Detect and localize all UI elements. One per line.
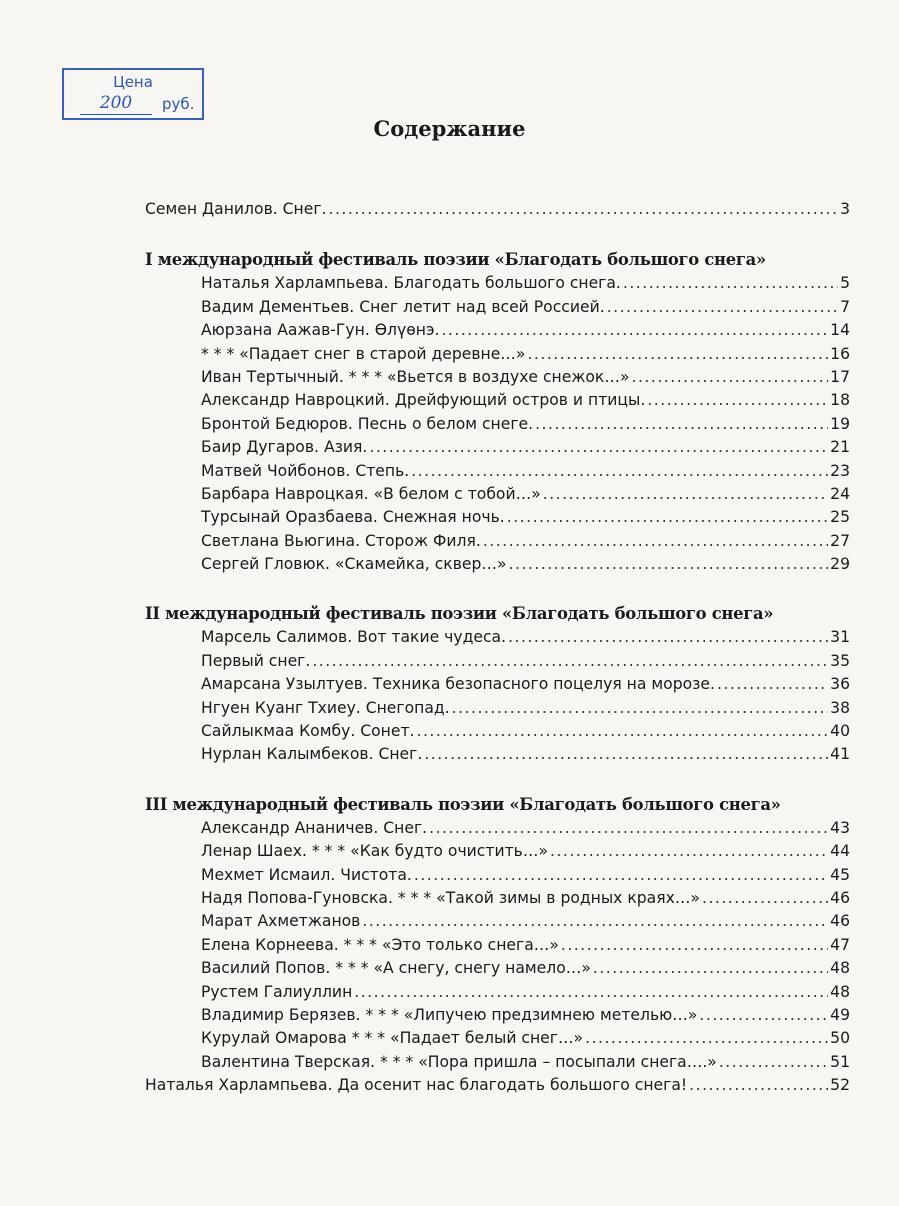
toc-entry-page: 25	[830, 508, 850, 527]
toc-entry-title: Вадим Дементьев. Снег летит над всей Россией.	[201, 297, 605, 316]
toc-entry-page: 36	[830, 675, 850, 694]
dot-leader	[550, 842, 828, 860]
toc-entry-page: 47	[830, 935, 850, 954]
toc-entry-title: Баир Дугаров. Азия.	[201, 438, 368, 457]
dot-leader	[509, 555, 829, 573]
toc-entry-title: Бронтой Бедюров. Песнь о белом снеге.	[201, 414, 534, 433]
toc-entry-page: 48	[830, 982, 850, 1001]
dot-leader	[452, 699, 829, 717]
toc-entry-page: 48	[830, 959, 850, 978]
dot-leader	[507, 508, 828, 526]
toc-entry-title: Марсель Салимов. Вот такие чудеса.	[201, 628, 507, 647]
dot-leader	[699, 1006, 828, 1024]
toc-entry-page: 40	[830, 722, 850, 741]
toc-entry	[145, 391, 850, 414]
dot-leader	[719, 1053, 828, 1071]
toc-entry-title: Светлана Вьюгина. Сторож Филя.	[201, 531, 481, 550]
dot-leader	[414, 866, 828, 884]
toc-entry	[145, 462, 850, 485]
dot-leader	[417, 722, 829, 740]
toc-entry	[145, 628, 850, 651]
toc-entry	[145, 415, 850, 438]
toc-entry-page: 41	[830, 745, 850, 764]
toc-entry-title: Иван Тертычный. * * * «Вьется в воздухе снежок…»	[201, 367, 630, 386]
section-heading: I международный фестиваль поэзии «Благодать большого снега»	[145, 250, 766, 270]
section-heading: II международный фестиваль поэзии «Благодать большого снега»	[145, 604, 774, 624]
toc-entry-title: Рустем Галиуллин	[201, 982, 353, 1001]
stamp-price: 200	[80, 92, 152, 115]
stamp-currency: руб.	[162, 95, 195, 113]
toc-entry-page: 18	[830, 391, 850, 410]
page-title: Содержание	[373, 116, 526, 141]
toc-entry-intro	[145, 200, 850, 223]
toc-entry-title: Ленар Шаех. * * * «Как будто очистить…»	[201, 842, 548, 861]
toc-entry-title: Марат Ахметжанов	[201, 912, 361, 931]
toc-entry-title: Александр Ананичев. Снег.	[201, 818, 428, 837]
toc-entry-page: 24	[830, 484, 850, 503]
toc-entry-title: Наталья Харлампьева. Да осенит нас благодать большого снега!	[145, 1076, 688, 1095]
toc-entry	[145, 842, 850, 865]
toc-entry-title: Валентина Тверская. * * * «Пора пришла – посыпали снега….»	[201, 1052, 717, 1071]
toc-entry	[145, 368, 850, 391]
dot-leader	[717, 675, 828, 693]
toc-entry-page: 17	[830, 367, 850, 386]
toc-sections	[145, 250, 850, 1076]
stamp-title: Цена	[113, 73, 153, 91]
toc-entry	[145, 912, 850, 935]
toc-entry-page: 29	[830, 555, 850, 574]
toc-entry-page: 50	[830, 1029, 850, 1048]
toc-entry-page: 45	[830, 865, 850, 884]
toc-entry-title: Барбара Навроцкая. «В белом с тобой…»	[201, 484, 541, 503]
toc-entry-page: 27	[830, 531, 850, 550]
dot-leader	[647, 391, 828, 409]
toc-entry	[145, 274, 850, 297]
dot-leader	[329, 200, 839, 218]
toc-entry-title: Семен Данилов. Снег.	[145, 200, 327, 218]
toc-entry	[145, 555, 850, 578]
toc-entry-page: 52	[830, 1076, 850, 1095]
toc-entry-title: Матвей Чойбонов. Степь.	[201, 461, 410, 480]
toc-entry-title: Владимир Берязев. * * * «Липучею предзимнею метелью…»	[201, 1005, 698, 1024]
toc-entry	[145, 298, 850, 321]
dot-leader	[702, 889, 828, 907]
dot-leader	[623, 274, 838, 292]
toc-entry	[145, 745, 850, 768]
dot-leader	[354, 983, 828, 1001]
toc-entry	[145, 889, 850, 912]
price-stamp	[62, 68, 204, 120]
toc-entry	[145, 1029, 850, 1052]
dot-leader	[527, 345, 828, 363]
toc-entry	[145, 983, 850, 1006]
toc-entry	[145, 866, 850, 889]
toc-entry	[145, 508, 850, 531]
dot-leader	[585, 1029, 828, 1047]
toc-entry-title: Аюрзана Аажав-Гун. Өлүөнэ.	[201, 321, 440, 340]
toc-entry-title: Сергей Гловюк. «Скамейка, сквер…»	[201, 555, 507, 574]
toc-entry-page: 43	[830, 818, 850, 837]
toc-entry-title: Мехмет Исмаил. Чистота.	[201, 865, 412, 884]
toc-entry-page: 44	[830, 842, 850, 861]
toc-entry-page: 49	[830, 1005, 850, 1024]
toc-entry-page: 51	[830, 1052, 850, 1071]
toc-entry-title: Александр Навроцкий. Дрейфующий остров и птицы.	[201, 391, 646, 410]
toc-entry-page: 5	[840, 274, 850, 293]
toc-entry	[145, 652, 850, 675]
toc-entry-page: 19	[830, 414, 850, 433]
dot-leader	[535, 415, 828, 433]
section-heading: III международный фестиваль поэзии «Благодать большого снега»	[145, 794, 781, 814]
toc-entry-page: 21	[830, 438, 850, 457]
dot-leader	[689, 1076, 828, 1094]
toc-entry-title: Надя Попова-Гуновска. * * * «Такой зимы в родных краях…»	[201, 888, 700, 907]
toc-entry-page: 14	[830, 321, 850, 340]
toc-entry	[145, 675, 850, 698]
toc-entry	[145, 438, 850, 461]
toc-entry-page: 23	[830, 461, 850, 480]
toc-entry-title: Турсынай Оразбаева. Снежная ночь.	[201, 508, 505, 527]
toc-entry	[145, 699, 850, 722]
toc-entry	[145, 722, 850, 745]
toc-entry-page: 7	[840, 297, 850, 316]
toc-entry	[145, 485, 850, 508]
table-of-contents	[145, 200, 850, 1100]
dot-leader	[411, 462, 828, 480]
dot-leader	[607, 298, 838, 316]
toc-entry-title: Курулай Омарова * * * «Падает белый снег…»	[201, 1029, 584, 1048]
toc-entry	[145, 1006, 850, 1029]
dot-leader	[483, 532, 828, 550]
toc-entry-page: 31	[830, 628, 850, 647]
dot-leader	[424, 745, 828, 763]
toc-entry	[145, 345, 850, 368]
dot-leader	[369, 438, 828, 456]
toc-entry	[145, 819, 850, 842]
toc-entry-title: Сайлыкмаа Комбу. Сонет.	[201, 722, 415, 741]
toc-entry	[145, 321, 850, 344]
dot-leader	[312, 652, 828, 670]
dot-leader	[429, 819, 828, 837]
toc-entry-page: 46	[830, 912, 850, 931]
toc-entry-page: 16	[830, 344, 850, 363]
dot-leader	[441, 321, 828, 339]
toc-entry	[145, 959, 850, 982]
toc-entry-title: Нгуен Куанг Тхиеу. Снегопад.	[201, 698, 450, 717]
toc-entry-title: Елена Корнеева. * * * «Это только снега…»	[201, 935, 559, 954]
toc-entry-title: Василий Попов. * * * «А снегу, снегу намело…»	[201, 959, 591, 978]
toc-entry	[145, 532, 850, 555]
toc-entry-page: 46	[830, 888, 850, 907]
toc-entry-title: * * * «Падает снег в старой деревне…»	[201, 344, 526, 363]
toc-entry-outro	[145, 1076, 850, 1099]
toc-entry-title: Амарсана Узылтуев. Техника безопасного поцелуя на морозе.	[201, 675, 715, 694]
dot-leader	[508, 628, 828, 646]
toc-entry-page: 3	[840, 200, 850, 218]
dot-leader	[543, 485, 828, 503]
toc-entry-page: 35	[830, 651, 850, 670]
dot-leader	[561, 936, 828, 954]
toc-entry	[145, 1053, 850, 1076]
toc-entry-title: Первый снег.	[201, 651, 311, 670]
dot-leader	[593, 959, 828, 977]
toc-entry-page: 38	[830, 698, 850, 717]
toc-entry	[145, 936, 850, 959]
dot-leader	[362, 912, 828, 930]
toc-entry-title: Нурлан Калымбеков. Снег.	[201, 745, 423, 764]
dot-leader	[632, 368, 829, 386]
toc-entry-title: Наталья Харлампьева. Благодать большого снега.	[201, 274, 621, 293]
